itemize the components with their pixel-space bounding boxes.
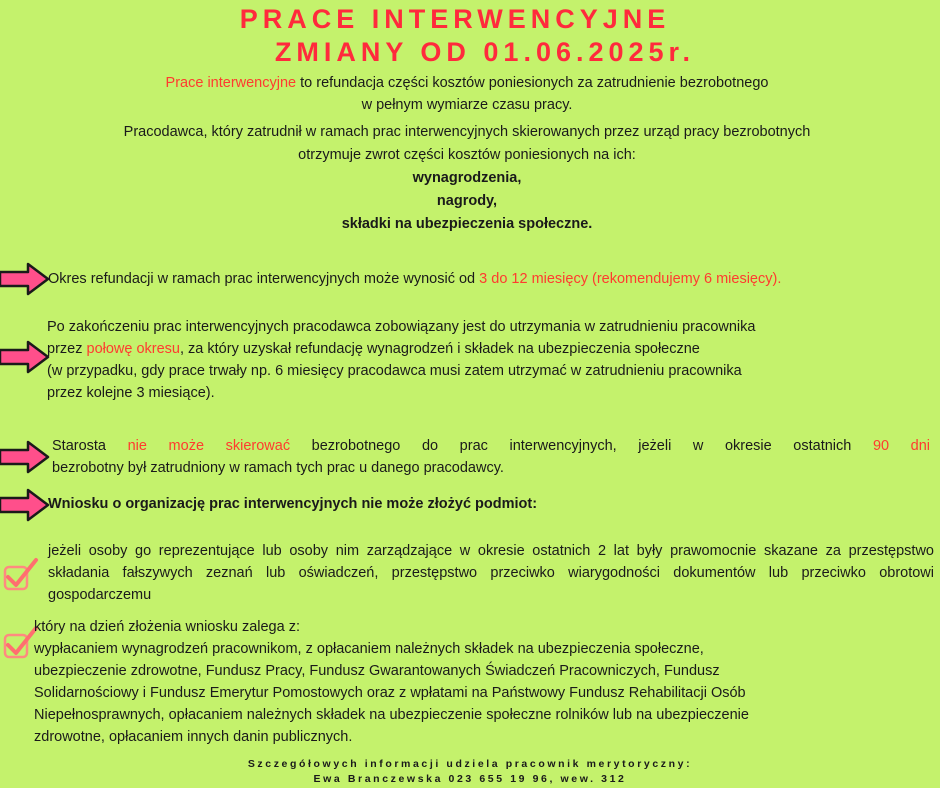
obligation-line-1: Po zakończeniu prac interwencyjnych pracodawca zobowiązany jest do utrzymania w zatrudnieniu pracownika (47, 319, 756, 335)
intro-highlight: Prace interwencyjne (165, 75, 297, 91)
arrow-right-icon (0, 488, 50, 522)
check-item-2-line-6: zdrowotne, opłacaniem innych danin publicznych. (34, 729, 353, 745)
arrow-right-icon (0, 262, 50, 296)
refund-period-label: Okres refundacji w ramach prac interwencyjnych może wynosić od (48, 271, 480, 287)
application-heading: Wniosku o organizację prac interwencyjnych nie może złożyć podmiot: (48, 496, 538, 512)
starost-line-2: bezrobotny był zatrudniony w ramach tych prac u danego pracodawcy. (52, 460, 504, 476)
employer-line-2: otrzymuje zwrot części kosztów poniesionych na ich: (298, 147, 636, 163)
refund-period-highlight: 3 do 12 miesięcy (rekomendujemy 6 miesięcy). (479, 271, 782, 287)
check-item-1: jeżeli osoby go reprezentujące lub osoby nim zarządzające w okresie ostatnich 2 lat były prawomocnie skazane za przestępstwo składania fałszywych zeznań lub oświadczeń, przestępstwo przeciwko wiarygodności dokumentów lub przeciwko obrotowi gospodarczemu (48, 543, 934, 603)
obligation-line-3: (w przypadku, gdy prace trwały np. 6 miesięcy pracodawca musi zatem utrzymać w zatrudnieniu pracownika (47, 363, 742, 379)
check-item-2-line-5: Niepełnosprawnych, opłacaniem należnych składek na ubezpieczenie społeczne rolników lub na ubezpieczenie (34, 707, 749, 723)
employer-line-1: Pracodawca, który zatrudnił w ramach prac interwencyjnych skierowanych przez urząd pracy bezrobotnych (123, 124, 811, 140)
obligation-line-2: przez połowę okresu, za który uzyskał refundację wynagrodzeń i składek na ubezpieczenia społeczne (47, 341, 700, 357)
cost-item-salary: wynagrodzenia, (412, 170, 522, 186)
cost-item-contributions: składki na ubezpieczenia społeczne. (341, 216, 593, 232)
intro-text: to refundacja części kosztów poniesionych za zatrudnienie bezrobotnego (296, 75, 769, 91)
starost-paragraph (52, 435, 930, 479)
check-item-2-line-3: ubezpieczenie zdrowotne, Fundusz Pracy, Fundusz Gwarantowanych Świadczeń Pracowniczych, Fundusz (34, 663, 720, 679)
intro-line-2: w pełnym wymiarze czasu pracy. (361, 97, 573, 113)
ninety-days-highlight: 90 dni (872, 438, 931, 454)
checkmark-icon (2, 557, 40, 593)
page-subtitle: ZMIANY OD 01.06.2025r. (274, 37, 696, 67)
contact-info-label: Szczegółowych informacji udziela pracownik merytoryczny: (247, 758, 693, 770)
contact-info-details: Ewa Branczewska 023 655 19 96, wew. 312 (313, 773, 627, 785)
cost-item-bonus: nagrody, (436, 193, 498, 209)
page-title: PRACE INTERWENCYJNE (239, 4, 671, 34)
obligation-line-4: przez kolejne 3 miesiące). (47, 385, 215, 401)
arrow-right-icon (0, 340, 50, 374)
cannot-refer-highlight: nie może skierować (127, 438, 291, 454)
half-period-highlight: połowę okresu (86, 341, 180, 357)
obligation-paragraph (47, 316, 755, 404)
starost-line-1: Starosta nie może skierować bezrobotnego do prac interwencyjnych, jeżeli w okresie ostatnich 90 dni (52, 438, 931, 454)
check-item-2-line-4: Solidarnościowy i Fundusz Emerytur Pomostowych oraz z wpłatami na Państwowy Fundusz Rehabilitacji Osób (34, 685, 746, 701)
check-item-2-line-2: wypłacaniem wynagrodzeń pracownikom, z opłacaniem należnych składek na ubezpieczenia społeczne, (34, 641, 704, 657)
check-item-2 (34, 616, 749, 748)
arrow-right-icon (0, 440, 50, 474)
intro-line-1 (0, 72, 934, 94)
check-item-2-line-1: który na dzień złożenia wniosku zalega z: (34, 619, 300, 635)
refund-period-text (48, 268, 781, 290)
